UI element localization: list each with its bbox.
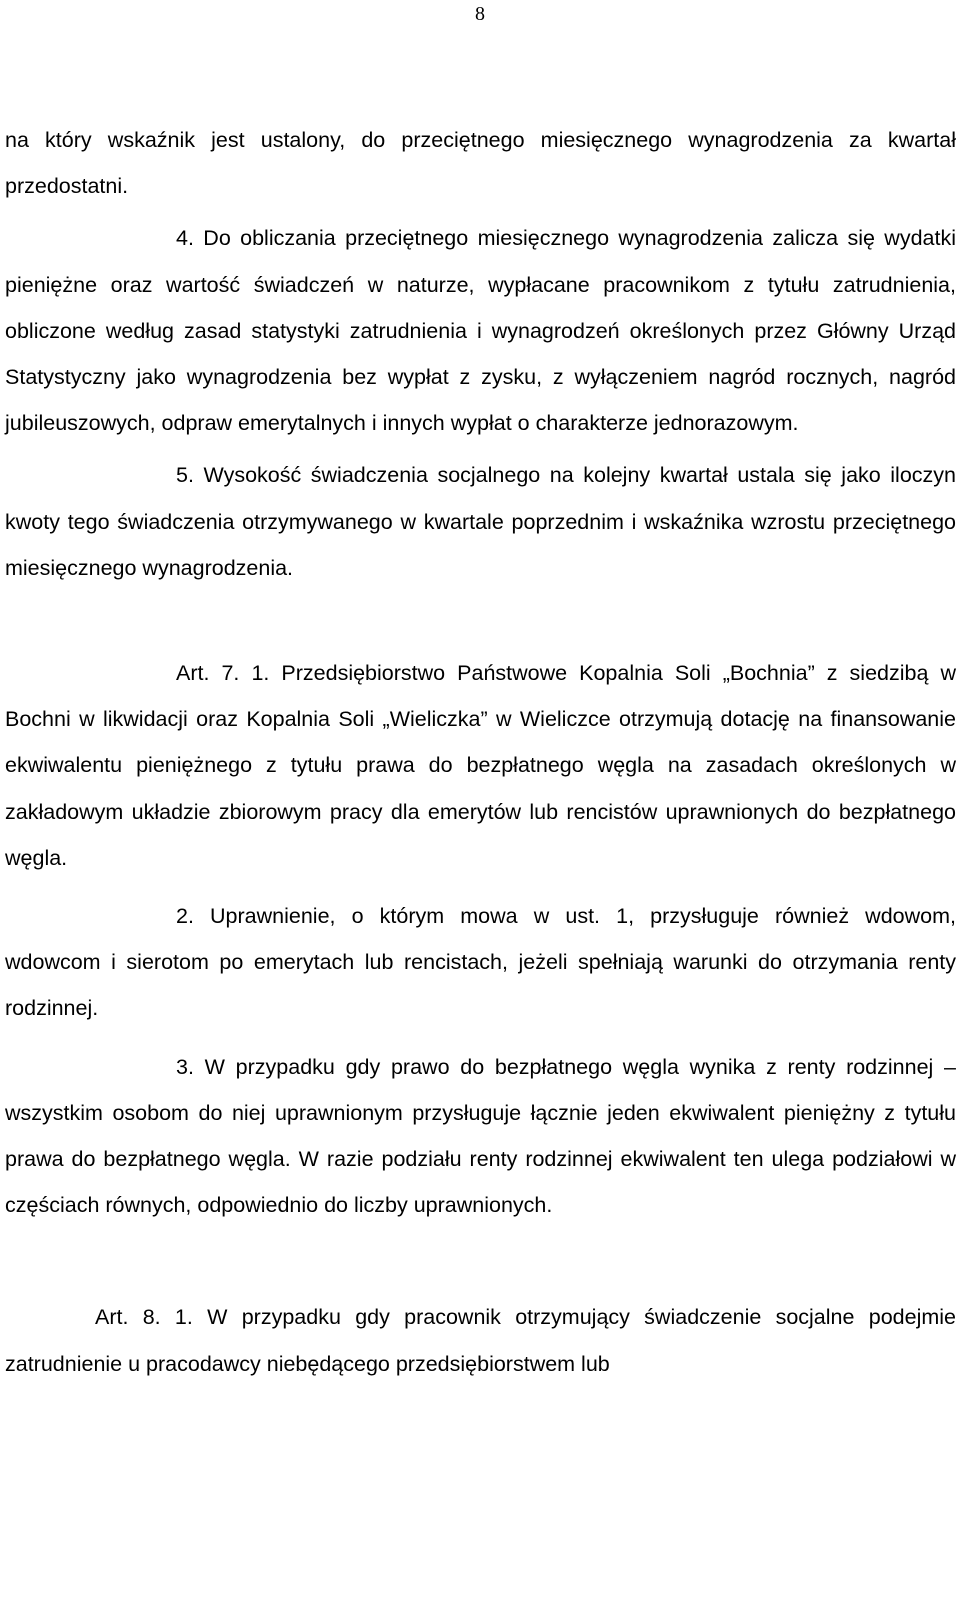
paragraph-art-7-2: 2. Uprawnienie, o którym mowa w ust. 1, przysługuje również wdowom, wdowcom i sierotom po emerytach lub rencistach, jeżeli spełniają warunki do otrzymania renty rodzinnej. xyxy=(5,904,956,1021)
paragraph-continuation: na który wskaźnik jest ustalony, do przeciętnego miesięcznego wynagrodzenia za kwartał przedostatni. xyxy=(5,128,956,199)
document-body xyxy=(5,117,956,1387)
paragraph-art-7-1: Art. 7. 1. Przedsiębiorstwo Państwowe Kopalnia Soli „Bochnia” z siedzibą w Bochni w likwidacji oraz Kopalnia Soli „Wieliczka” w Wieliczce otrzymują dotację na finansowanie ekwiwalentu pieniężnego z tytułu prawa do bezpłatnego węgla na zasadach określonych w zakładowym układzie zbiorowym pracy dla emerytów lub rencistów uprawnionych do bezpłatnego węgla. xyxy=(5,661,956,870)
paragraph-point-5: 5. Wysokość świadczenia socjalnego na kolejny kwartał ustala się jako iloczyn kwoty tego świadczenia otrzymywanego w kwartale poprzednim i wskaźnika wzrostu przeciętnego miesięcznego wynagrodzenia. xyxy=(5,463,956,580)
paragraph-point-4: 4. Do obliczania przeciętnego miesięcznego wynagrodzenia zalicza się wydatki pieniężne oraz wartość świadczeń w naturze, wypłacane pracownikom z tytułu zatrudnienia, obliczone według zasad statystyki zatrudnienia i wynagrodzeń określonych przez Główny Urząd Statystyczny jako wynagrodzenia bez wypłat z zysku, z wyłączeniem nagród rocznych, nagród jubileuszowych, odpraw emerytalnych i innych wypłat o charakterze jednorazowym. xyxy=(5,226,956,436)
page-number: 8 xyxy=(475,3,485,25)
paragraph-art-7-3: 3. W przypadku gdy prawo do bezpłatnego węgla wynika z renty rodzinnej – wszystkim osobom do niej uprawnionym przysługuje łącznie jeden ekwiwalent pieniężny z tytułu prawa do bezpłatnego węgla. W razie podziału renty rodzinnej ekwiwalent ten ulega podziałowi w częściach równych, odpowiednio do liczby uprawnionych. xyxy=(5,1054,956,1218)
paragraph-art-8-1: Art. 8. 1. W przypadku gdy pracownik otrzymujący świadczenie socjalne podejmie zatrudnienie u pracodawcy niebędącego przedsiębiorstwem lub xyxy=(5,1305,956,1376)
